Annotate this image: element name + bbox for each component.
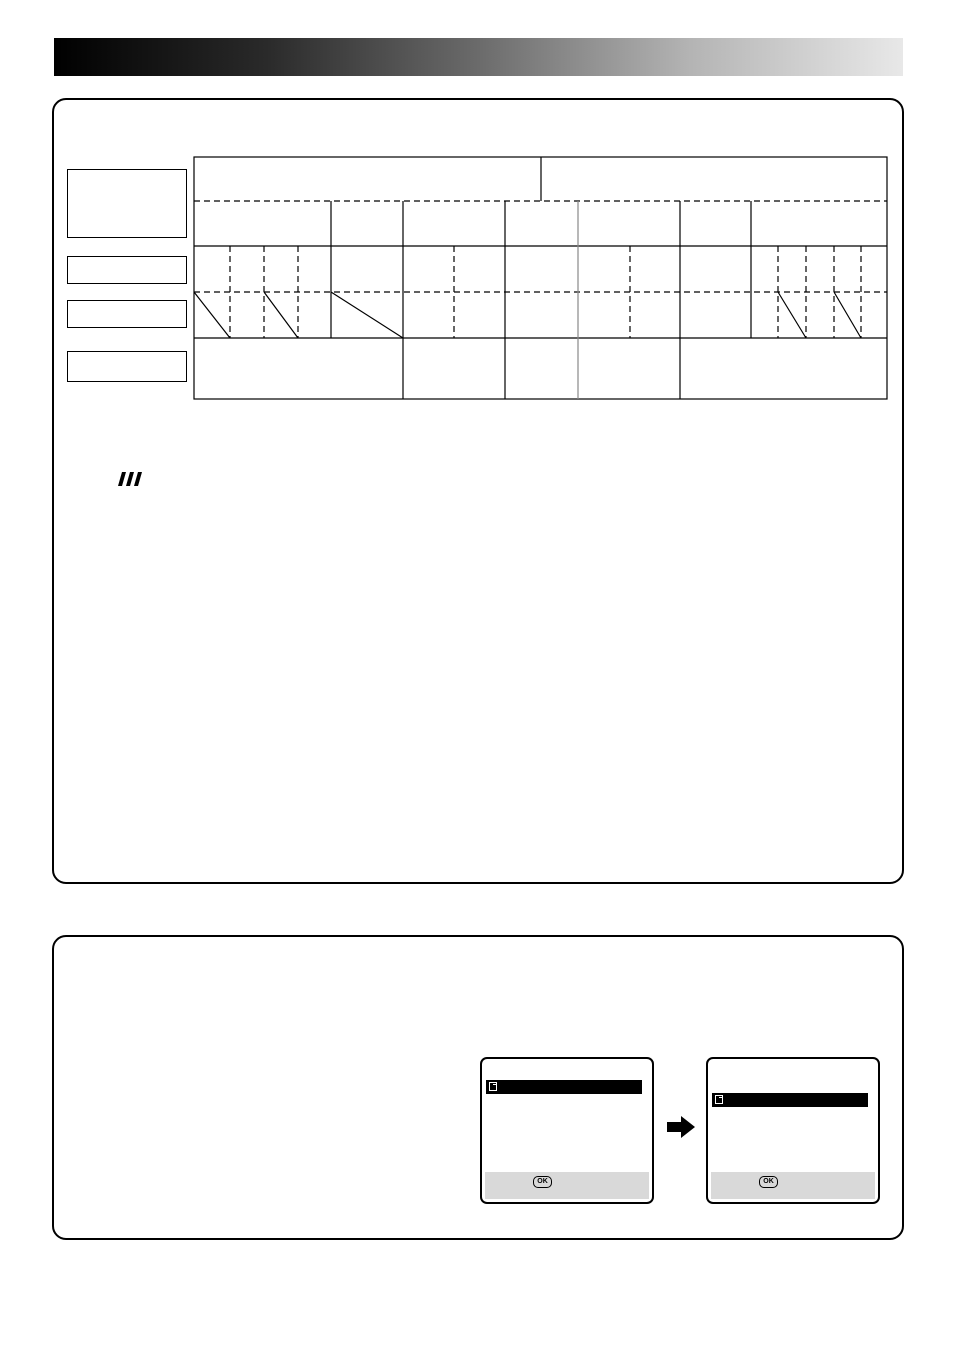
menu-footer <box>711 1172 875 1199</box>
ok-button-icon[interactable]: OK <box>759 1176 778 1188</box>
menu-selection-bar[interactable] <box>486 1080 642 1094</box>
diagonal-mark <box>834 292 861 338</box>
diagonal-mark <box>778 292 806 338</box>
menu-screen-after <box>706 1057 880 1204</box>
jvc-slash-logo-icon <box>118 472 148 486</box>
ok-button-icon[interactable]: OK <box>533 1176 552 1188</box>
diagonal-mark <box>331 292 403 338</box>
right-arrow-icon <box>667 1116 695 1138</box>
menu-screen-before <box>480 1057 654 1204</box>
menu-page-icon <box>489 1082 497 1091</box>
diagonal-mark <box>194 292 230 338</box>
menu-footer <box>485 1172 649 1199</box>
diagonal-mark <box>264 292 298 338</box>
menu-page-icon <box>715 1095 723 1104</box>
menu-selection-bar[interactable] <box>712 1093 868 1107</box>
